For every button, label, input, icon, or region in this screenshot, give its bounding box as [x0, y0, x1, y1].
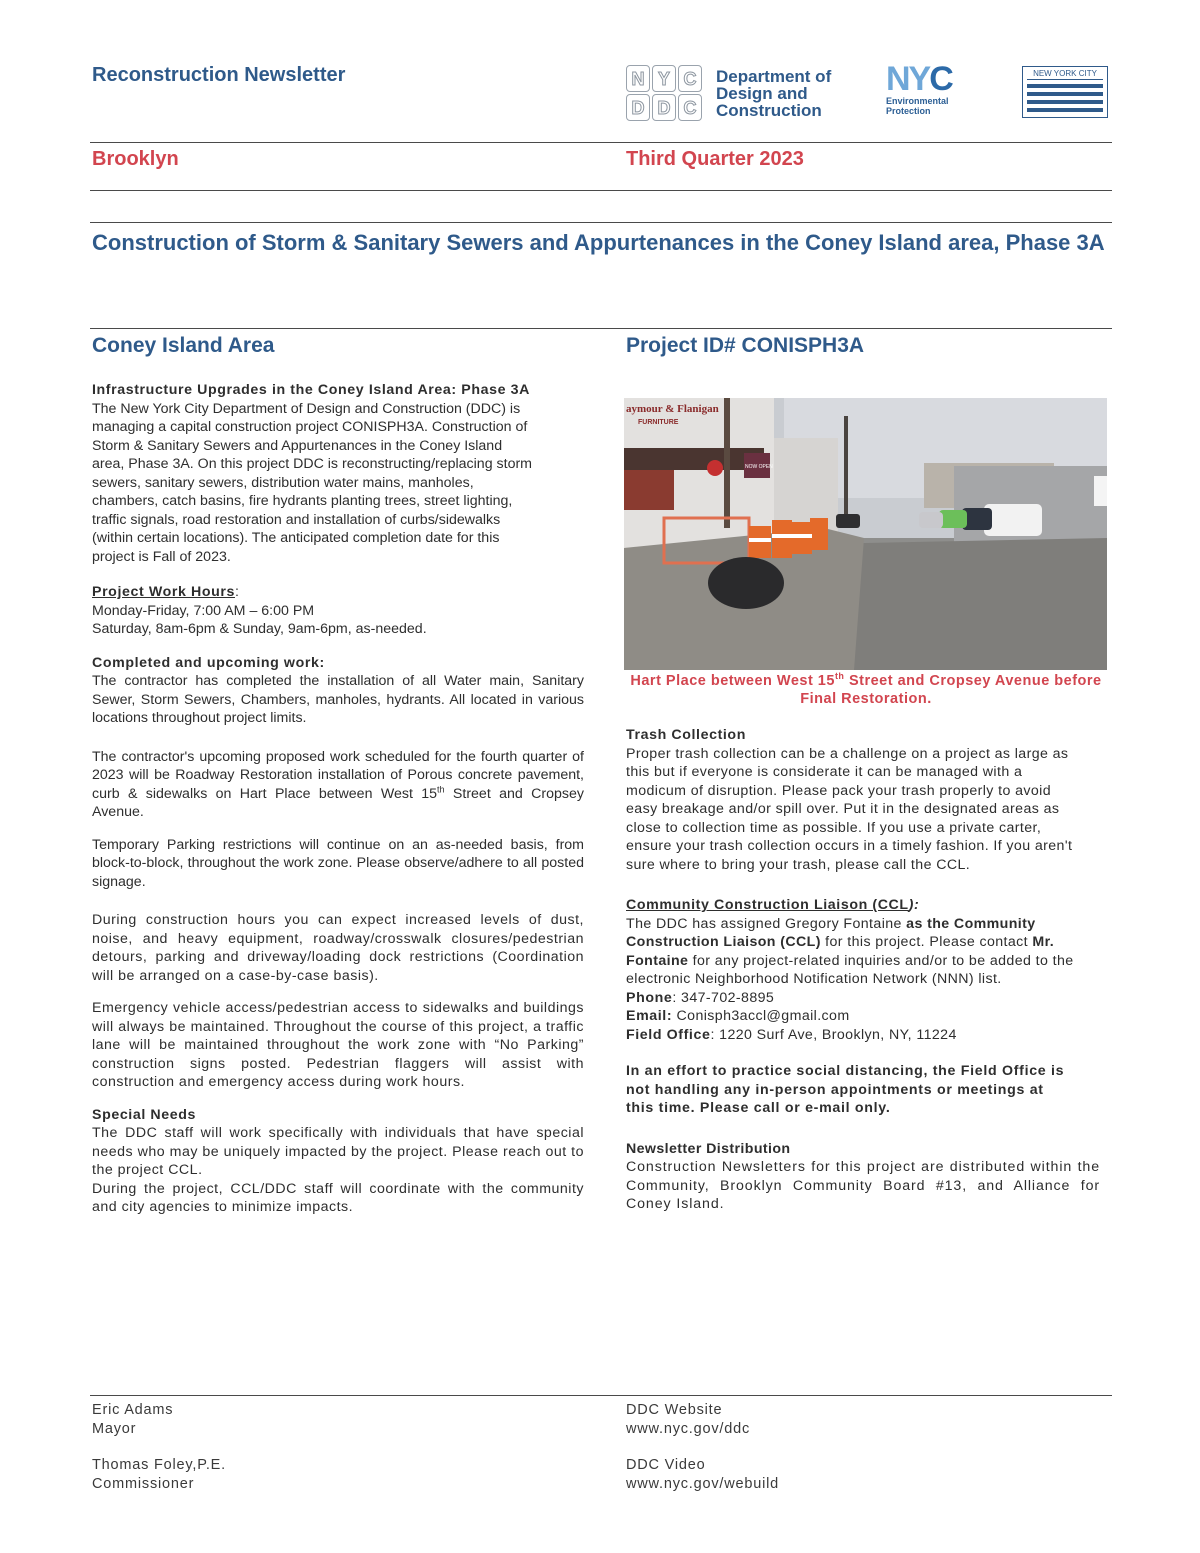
logo-letter: C: [678, 65, 702, 92]
intro-section: [92, 381, 584, 566]
commissioner-name: Thomas Foley,P.E.: [92, 1457, 226, 1473]
svg-text:NOW OPEN: NOW OPEN: [745, 464, 773, 470]
distribution-heading: Newsletter Distribution: [626, 1140, 791, 1157]
ddc-line: Department of: [716, 66, 832, 86]
photo-caption: [626, 672, 1106, 708]
ddc-line: Construction: [716, 100, 822, 120]
upcoming-work: [92, 748, 584, 822]
logo-letter: N: [626, 65, 650, 92]
distribution-section: [626, 1140, 1100, 1214]
trash-section: [626, 726, 1100, 874]
ccl-phone: [626, 989, 1100, 1008]
special-needs-body: The DDC staff will work specifically with individuals that have special needs who may be uniquely impacted by the project. Please reach out to the project CCL.: [92, 1125, 584, 1178]
project-title: Construction of Storm & Sanitary Sewers and Appurtenances in the Coney Island area, Phase 3A: [92, 230, 1105, 255]
colon: :: [234, 584, 239, 600]
distribution-body: Construction Newsletters for this project are distributed within the Community, Brooklyn Community Board #13, and Alliance for Coney Island.: [626, 1159, 1100, 1212]
email-link[interactable]: Conisph3accl@gmail.com: [672, 1008, 850, 1024]
website-link[interactable]: www.nyc.gov/ddc: [626, 1420, 751, 1437]
field-office-address: : 1220 Surf Ave, Brooklyn, NY, 11224: [710, 1026, 957, 1043]
special-needs-section: [92, 1106, 584, 1217]
ddc-logo: [626, 64, 856, 122]
dep-mark-part: C: [929, 60, 952, 98]
special-needs-body: During the project, CCL/DDC staff will coordinate with the community and city agencies to minimize impacts.: [92, 1180, 584, 1215]
street-photo-image: [624, 398, 1107, 670]
divider: [90, 328, 1112, 329]
logo-letter: D: [626, 94, 650, 121]
social-distancing-notice: In an effort to practice social distancing, the Field Office is not handling any in-person appointments or meetings at this time. Please call or e-mail only.: [626, 1063, 1065, 1116]
intro-body: The New York City Department of Design and Construction (DDC) is managing a capital construction project CONISPH3A. Construction of Storm & Sanitary Sewers and Appurtenances in the Coney Island area, Phase 3A. On this project DDC is reconstructing/replacing storm sewers, sanitary sewers, distribution water mains, manholes, chambers, catch basins, fire hydrants planting trees, street lighting, traffic signals, road restoration and installation of curbs/sidewalks (within certain locations). The anticipated completion date for this project is Fall of 2023.: [92, 400, 532, 565]
mayor-title: Mayor: [92, 1420, 137, 1437]
upcoming-text: The contractor's upcoming proposed work scheduled for the fourth quarter of 2023 will be Roadway Restoration installation of Porous concrete pavement, curb & sidewalks on Hart Place between West 15: [92, 748, 584, 802]
divider: [90, 222, 1112, 223]
dep-line: Environmental: [886, 96, 949, 106]
nyc-ddc-mark-icon: [626, 65, 702, 121]
ccl-heading: Community Construction Liaison (CCL: [626, 897, 909, 913]
parking-paragraph: Temporary Parking restrictions will continue on an as-needed basis, from block-to-block, throughout the work zone. Please observe/adhere to all posted signage.: [92, 836, 584, 890]
ccl-text-bold: as the Community Construction Liaison (CCL): [626, 915, 1036, 950]
svg-text:aymour & Flanigan: aymour & Flanigan: [626, 403, 719, 415]
dot-mark-icon: [1027, 84, 1103, 112]
trash-body: Proper trash collection can be a challenge on a project as large as this but if everyone is considerate it can be managed with a modicum of disruption. Please pack your trash properly to avoid easy breakage and/or spill over. Put it in the designated areas as close to collection time as possible. If you use a private carter, ensure your trash collection occurs in a timely fashion. If you aren't sure where to bring your trash, please call the CCL.: [626, 745, 1073, 873]
caption-text: Hart Place between West 15: [630, 673, 835, 689]
ddc-logo-text: [716, 68, 831, 119]
mayor-name: Eric Adams: [92, 1402, 174, 1418]
field-office-label: Field Office: [626, 1026, 711, 1043]
ccl-text: The DDC has assigned Gregory Fontaine: [626, 915, 907, 932]
left-column: [92, 381, 584, 1217]
newsletter-title: Reconstruction Newsletter: [92, 64, 346, 86]
work-hours-section: [92, 583, 584, 639]
video-label: DDC Video: [626, 1457, 706, 1473]
superscript: th: [437, 783, 445, 794]
dep-mark-part: NY: [886, 60, 930, 98]
superscript: th: [834, 671, 845, 682]
ccl-section: [626, 896, 1100, 1044]
ddc-line: Design and: [716, 83, 808, 103]
ccl-body: [626, 915, 1086, 989]
weekday-hours: Monday-Friday, 7:00 AM – 6:00 PM: [92, 602, 315, 619]
weekend-hours: Saturday, 8am-6pm & Sunday, 9am-6pm, as-needed.: [92, 621, 427, 637]
left-section-title: Coney Island Area: [92, 334, 275, 357]
trash-heading: Trash Collection: [626, 727, 746, 743]
ccl-email: [626, 1007, 1100, 1026]
ccl-heading-suffix: ):: [908, 897, 920, 913]
footer-left: [92, 1401, 226, 1493]
ccl-text: for any project-related inquiries and/or to be added to the electronic Neighborhood Notification Network (NNN) list.: [626, 952, 1074, 987]
phone-label: Phone: [626, 989, 673, 1006]
footer-right: [626, 1401, 779, 1493]
street-photo: [624, 398, 1107, 670]
commissioner-title: Commissioner: [92, 1475, 195, 1492]
borough-label: Brooklyn: [92, 148, 179, 170]
upcoming-text: Street and Cropsey Avenue.: [92, 785, 584, 820]
emergency-paragraph: Emergency vehicle access/pedestrian access to sidewalks and buildings will always be maintained. Throughout the course of this project, a traffic lane will be maintained throughout the work zone with “No Parking” construction signs posted. Pedestrian flaggers will assist with construction and emergency access during work hours.: [92, 1000, 584, 1090]
divider: [90, 190, 1112, 191]
special-needs-heading: Special Needs: [92, 1106, 197, 1123]
email-label: Email:: [626, 1008, 673, 1024]
ccl-text: for this project. Please contact: [820, 934, 1033, 950]
project-id: Project ID# CONISPH3A: [626, 334, 865, 357]
intro-heading: Infrastructure Upgrades in the Coney Island Area: Phase 3A: [92, 382, 530, 398]
dep-logo: [886, 60, 986, 122]
completed-body: The contractor has completed the installation of all Water main, Sanitary Sewer, Storm Sewers, Chambers, manholes, hydrants. All located in various locations throughout project limits.: [92, 673, 584, 726]
ccl-field-office: [626, 1026, 1100, 1045]
construction-hours-paragraph: During construction hours you can expect increased levels of dust, noise, and heavy equipment, roadway/crosswalk closures/pedestrian detours, parking and driveway/loading dock restrictions (Coordination will be arranged on a case-by-case basis).: [92, 912, 584, 984]
logo-letter: C: [678, 94, 702, 121]
divider: [90, 142, 1112, 143]
quarter-label: Third Quarter 2023: [626, 148, 804, 170]
phone-value[interactable]: : 347-702-8895: [672, 989, 775, 1006]
right-column: [626, 726, 1100, 1214]
video-link[interactable]: www.nyc.gov/webuild: [626, 1475, 780, 1492]
footer-divider: [90, 1395, 1112, 1396]
work-hours-heading: Project Work Hours: [92, 584, 235, 600]
nyc-dep-mark-icon: [886, 60, 986, 98]
logo-letter: D: [652, 94, 676, 121]
svg-text:FURNITURE: FURNITURE: [638, 419, 679, 426]
dot-logo-top: NEW YORK CITY: [1027, 69, 1103, 80]
dot-logo: [1022, 66, 1108, 118]
caption-text: Street and Cropsey Avenue before Final Restoration.: [800, 673, 1102, 707]
logo-letter: Y: [652, 65, 676, 92]
ccl-text-bold: Mr. Fontaine: [626, 934, 1055, 969]
dep-line: Protection: [886, 106, 931, 116]
completed-section: [92, 654, 584, 728]
website-label: DDC Website: [626, 1402, 723, 1418]
completed-heading: Completed and upcoming work:: [92, 654, 325, 671]
dep-logo-text: [886, 96, 986, 116]
